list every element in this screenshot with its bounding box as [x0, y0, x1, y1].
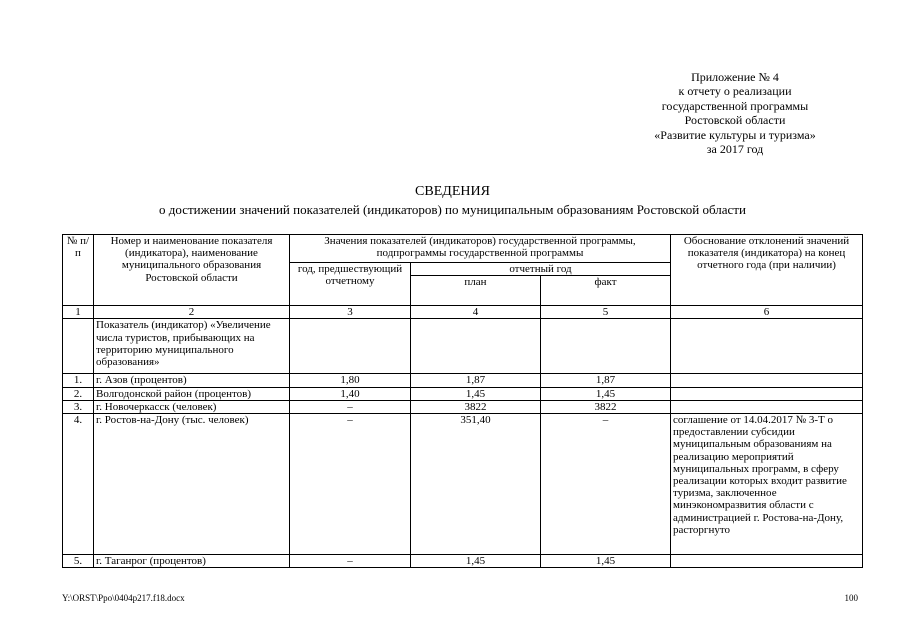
row-name: г. Таганрог (процентов) [94, 555, 290, 568]
row-fact: 1,45 [541, 387, 671, 400]
page-number: 100 [844, 593, 858, 603]
row-plan: 3822 [411, 400, 541, 413]
row-num: 1. [63, 374, 94, 387]
column-number: 3 [290, 306, 411, 319]
indicator-label: Показатель (индикатор) «Увеличение числа туристов, прибывающих на территорию муниципального образования» [94, 319, 290, 374]
row-note [671, 387, 863, 400]
table-row [63, 400, 863, 413]
document-subtitle: о достижении значений показателей (индикаторов) по муниципальным образованиям Ростовской области [159, 202, 746, 217]
annex-line: Ростовской области [684, 113, 786, 128]
table-header-row [63, 235, 863, 263]
row-num: 3. [63, 400, 94, 413]
row-prev: – [290, 555, 411, 568]
row-plan: 1,45 [411, 555, 541, 568]
row-name: г. Ростов-на-Дону (тыс. человек) [94, 414, 290, 555]
header-num: № п/п [63, 235, 94, 306]
table-row [63, 555, 863, 568]
row-note: соглашение от 14.04.2017 № 3-Т о предоставлении субсидии муниципальным образованиям на реализацию мероприятий муниципальных программ, в сферу реализации которых входит развитие туризма, заключенное минэкономразвития области с администрацией г. Ростова-на-Дону, расторгнуто [671, 414, 863, 555]
row-note [671, 400, 863, 413]
column-number: 6 [671, 306, 863, 319]
header-plan: план [411, 276, 541, 306]
table-row [63, 414, 863, 555]
annex-line: Приложение № 4 [691, 70, 779, 84]
column-number: 5 [541, 306, 671, 319]
document-title: СВЕДЕНИЯ [415, 184, 490, 199]
indicator-row [63, 319, 863, 374]
annex-line: «Развитие культуры и туризма» [654, 127, 816, 142]
header-name: Номер и наименование показателя (индикатора), наименование муниципального образования Ростовской области [94, 235, 290, 306]
annex-line: за 2017 год [706, 142, 764, 157]
column-number: 1 [63, 306, 94, 319]
header-report-year: отчетный год [411, 263, 671, 276]
row-prev: – [290, 400, 411, 413]
row-prev: 1,80 [290, 374, 411, 387]
row-name: Волгодонской район (процентов) [94, 387, 290, 400]
header-prev-year: год, предшествующий отчетному [290, 263, 411, 306]
row-num: 5. [63, 555, 94, 568]
row-num: 4. [63, 414, 94, 555]
annex-header [600, 70, 870, 156]
table-row [63, 387, 863, 400]
annex-line: государственной программы [661, 98, 809, 113]
row-plan: 351,40 [411, 414, 541, 555]
row-fact: 1,87 [541, 374, 671, 387]
column-numbers-row [63, 306, 863, 319]
header-fact: факт [541, 276, 671, 306]
row-prev: 1,40 [290, 387, 411, 400]
row-fact: – [541, 414, 671, 555]
row-plan: 1,87 [411, 374, 541, 387]
row-prev: – [290, 414, 411, 555]
row-fact: 1,45 [541, 555, 671, 568]
row-note [671, 374, 863, 387]
footer-file-path: Y:\ORST\Ppo\0404p217.f18.docx [62, 593, 185, 603]
row-note [671, 555, 863, 568]
column-number: 2 [94, 306, 290, 319]
row-name: г. Азов (процентов) [94, 374, 290, 387]
indicators-table [62, 234, 863, 568]
header-values-group: Значения показателей (индикаторов) государственной программы, подпрограммы государственной программы [290, 235, 671, 263]
column-number: 4 [411, 306, 541, 319]
row-name: г. Новочеркасск (человек) [94, 400, 290, 413]
row-fact: 3822 [541, 400, 671, 413]
row-num: 2. [63, 387, 94, 400]
row-plan: 1,45 [411, 387, 541, 400]
table-row [63, 374, 863, 387]
annex-line: к отчету о реализации [678, 84, 792, 99]
header-justification: Обоснование отклонений значений показателя (индикатора) на конец отчетного года (при наличии) [671, 235, 863, 306]
